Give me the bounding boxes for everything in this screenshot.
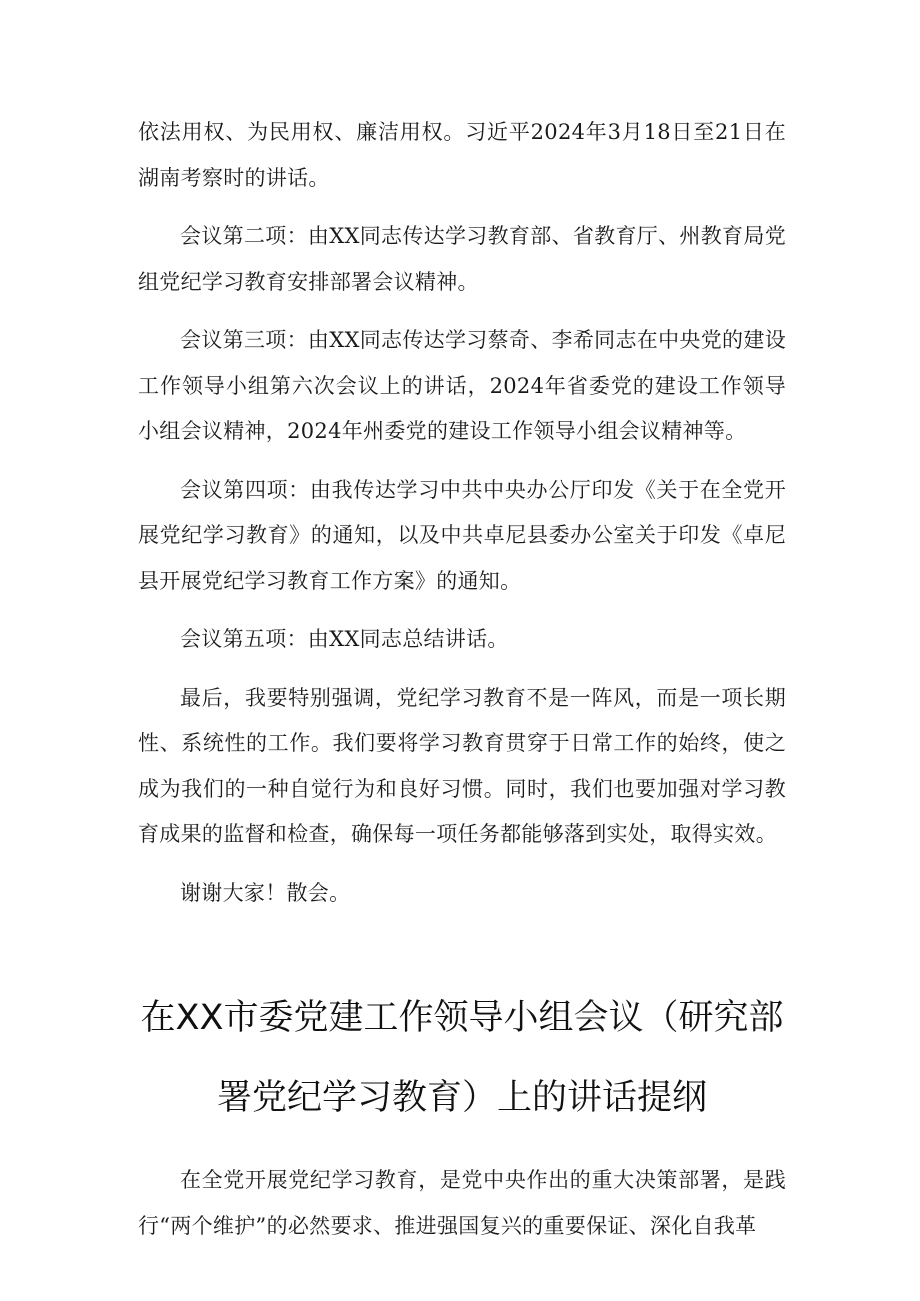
section-title: [138, 978, 786, 1138]
section-title-line-2: 署党纪学习教育）上的讲话提纲: [216, 1078, 707, 1118]
section-title-line-1: 在XX市委党建工作领导小组会议（研究部: [140, 998, 784, 1038]
paragraph-meeting-item-2: 会议第二项：由XX同志传达学习教育部、省教育厅、州教育局党组党纪学习教育安排部署会议精神。: [138, 224, 786, 294]
paragraph-intro: 在全党开展党纪学习教育，是党中央作出的重大决策部署，是践行“两个维护”的必然要求、推进强国复兴的重要保证、深化自我革: [138, 1168, 786, 1238]
paragraph-thanks: 谢谢大家！散会。: [180, 880, 351, 905]
document-page: [138, 110, 786, 1249]
paragraph-continuation: 依法用权、为民用权、廉洁用权。习近平2024年3月18日至21日在湖南考察时的讲话。: [138, 120, 786, 190]
paragraph-closing-remarks: 最后，我要特别强调，党纪学习教育不是一阵风，而是一项长期性、系统性的工作。我们要将学习教育贯穿于日常工作的始终，使之成为我们的一种自觉行为和良好习惯。同时，我们也要加强对学习教育成果的监督和检查，确保每一项任务都能够落到实处，取得实效。: [138, 685, 786, 846]
paragraph-meeting-item-3: 会议第三项：由XX同志传达学习蔡奇、李希同志在中央党的建设工作领导小组第六次会议上的讲话，2024年省委党的建设工作领导小组会议精神，2024年州委党的建设工作领导小组会议精神等。: [138, 328, 786, 443]
paragraph-meeting-item-5: 会议第五项：由XX同志总结讲话。: [180, 627, 509, 651]
paragraph-meeting-item-4: 会议第四项：由我传达学习中共中央办公厅印发《关于在全党开展党纪学习教育》的通知，以及中共卓尼县委办公室关于印发《卓尼县开展党纪学习教育工作方案》的通知。: [138, 477, 786, 593]
